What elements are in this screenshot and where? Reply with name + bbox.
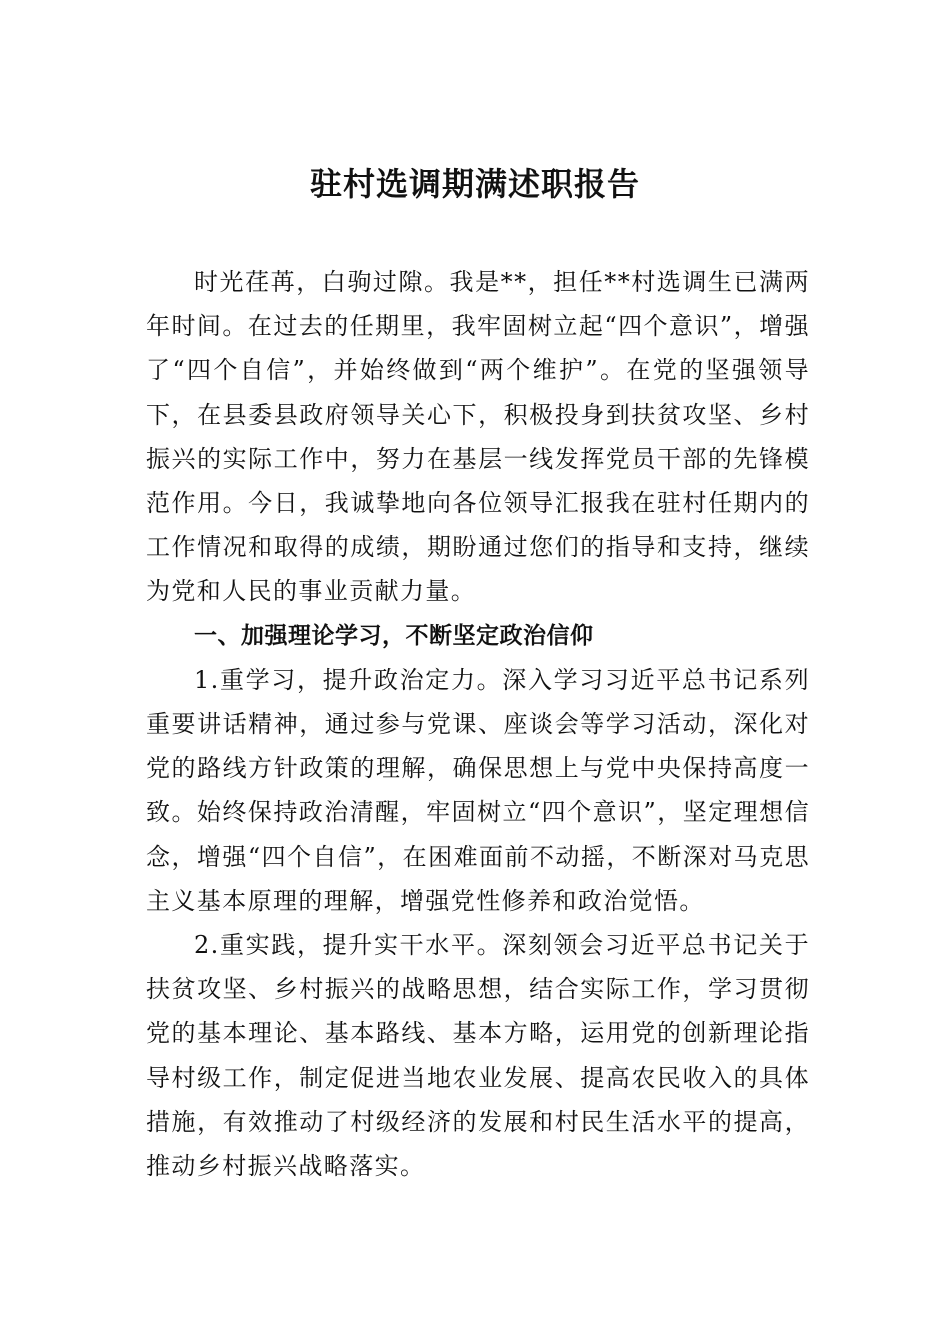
document-body: [146, 260, 810, 1188]
document-title: 驻村选调期满述职报告: [309, 165, 640, 203]
intro-paragraph: 时光荏苒，白驹过隙。我是**，担任**村选调生已满两年时间。在过去的任期里，我牢固树立起“四个意识”，增强了“四个自信”，并始终做到“两个维护”。在党的坚强领导下，在县委县政府领导关心下，积极投身到扶贫攻坚、乡村振兴的实际工作中，努力在基层一线发挥党员干部的先锋模范作用。今日，我诚挚地向各位领导汇报我在驻村任期内的工作情况和取得的成绩，期盼通过您们的指导和支持，继续为党和人民的事业贡献力量。: [146, 268, 810, 606]
item-paragraph-1: 1.重学习，提升政治定力。深入学习习近平总书记系列重要讲话精神，通过参与党课、座谈会等学习活动，深化对党的路线方针政策的理解，确保思想上与党中央保持高度一致。始终保持政治清醒，牢固树立“四个意识”，坚定理想信念，增强“四个自信”，在困难面前不动摇，不断深对马克思主义基本原理的理解，增强党性修养和政治觉悟。: [146, 665, 810, 915]
section-heading-1: 一、加强理论学习，不断坚定政治信仰: [194, 622, 594, 649]
item-paragraph-2: 2.重实践，提升实干水平。深刻领会习近平总书记关于扶贫攻坚、乡村振兴的战略思想，结合实际工作，学习贯彻党的基本理论、基本路线、基本方略，运用党的创新理论指导村级工作，制定促进当地农业发展、提高农民收入的具体措施，有效推动了村级经济的发展和村民生活水平的提高，推动乡村振兴战略落实。: [146, 931, 810, 1181]
